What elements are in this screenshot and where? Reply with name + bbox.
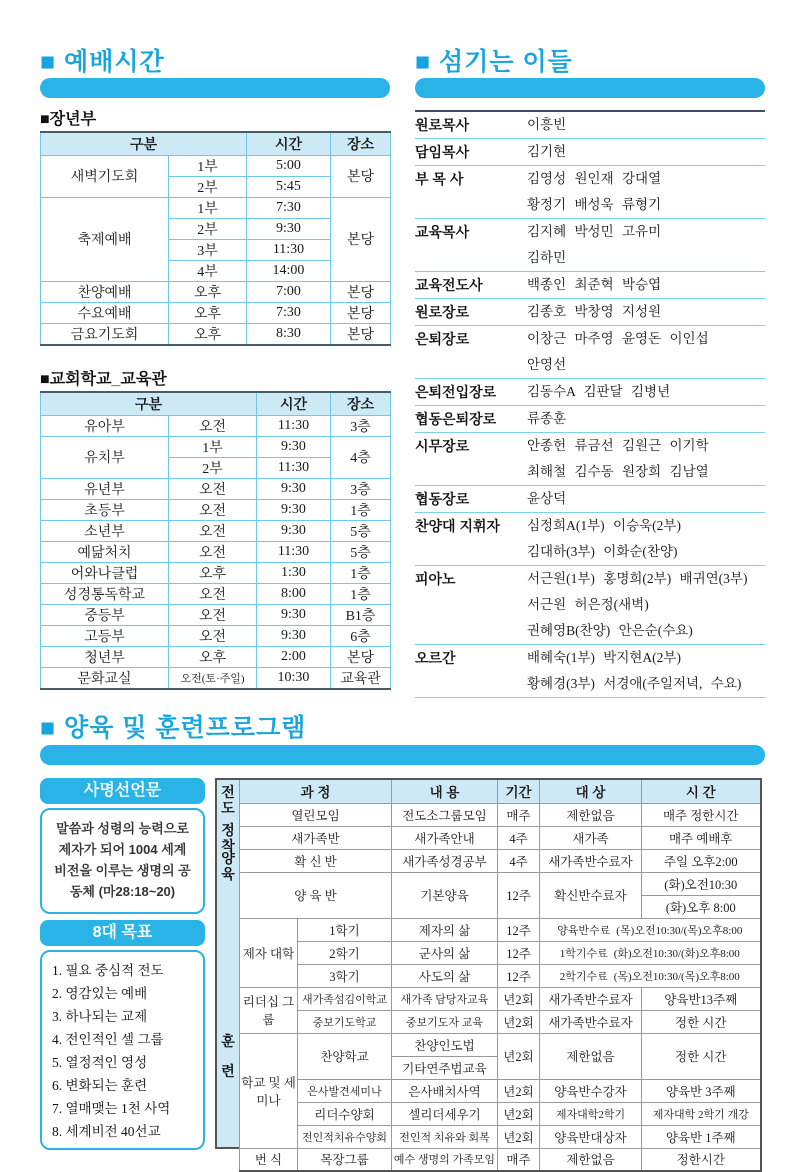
table-row [240, 918, 761, 941]
place-cell: 3층 [331, 478, 391, 499]
time-text: (목)오전10:30/(목)오후8:00 [616, 924, 743, 937]
time-cell: 양육반 1주째 [642, 1125, 761, 1148]
servant-names [527, 513, 765, 565]
servant-names-line: 김기현 [527, 144, 567, 159]
adult-heading: ■장년부 [40, 111, 97, 128]
header-category: 구분 [41, 392, 257, 415]
target-cell: 새가족 [540, 826, 642, 849]
period-cell: 년2회 [498, 1079, 540, 1102]
servant-names-line: 김지혜 박성민 고유미 [527, 224, 662, 239]
servant-role: 협동은퇴장로 [415, 411, 497, 427]
servant-row [415, 645, 765, 698]
period-cell: 년2회 [498, 1102, 540, 1125]
part-cell: 2부 [169, 218, 247, 239]
mission-line: 제자가 되어 1004 세계 [58, 842, 187, 857]
servant-names [527, 112, 765, 138]
table-row [41, 583, 391, 604]
time-cell: 정한 시간 [642, 1010, 761, 1033]
worship-title-bar [40, 78, 390, 98]
table-row [41, 604, 391, 625]
table-row [41, 499, 391, 520]
content-cell: 찬양인도법 [392, 1033, 498, 1056]
servant-names [527, 272, 765, 298]
content-cell: 은사배치사역 [392, 1079, 498, 1102]
target-cell: 확신반수료자 [540, 872, 642, 918]
servant-names-line: 안영선 [527, 357, 567, 372]
table-row [41, 302, 391, 323]
servant-row [415, 379, 765, 406]
part-cell: 1부 [169, 197, 247, 218]
place-cell: 5층 [331, 520, 391, 541]
course-cell: 확 신 반 [240, 849, 392, 872]
eight-goals-header: 8대 목표 [40, 920, 205, 946]
servant-role: 담임목사 [415, 144, 470, 160]
servant-role: 시무장로 [415, 438, 470, 454]
place-cell: 본당 [331, 281, 391, 302]
servant-role: 교육전도사 [415, 277, 483, 293]
group-cell: 제자 대학 [240, 918, 298, 987]
part-cell: 2부 [169, 457, 257, 478]
table-row [41, 478, 391, 499]
time-cell: 7:00 [247, 281, 331, 302]
name-cell: 어와나클럽 [41, 562, 169, 583]
time-cell: 2:00 [257, 646, 331, 667]
time-cell: 11:30 [257, 457, 331, 478]
table-row [41, 625, 391, 646]
servant-role: 원로장로 [415, 304, 470, 320]
name-cell: 고등부 [41, 625, 169, 646]
servant-role: 협동장로 [415, 491, 470, 507]
course-cell: 리더수양회 [298, 1102, 392, 1125]
target-cell: 양육반수강자 [540, 1079, 642, 1102]
servant-row [415, 513, 765, 566]
name-cell: 찬양예배 [41, 281, 169, 302]
header-period: 기간 [498, 779, 540, 803]
time-text: (화)오전10:30/(화)오후8:00 [613, 947, 740, 960]
part-cell: 오전 [169, 541, 257, 562]
place-cell: 1층 [331, 583, 391, 604]
period-cell: 12주 [498, 872, 540, 918]
servant-names [527, 379, 765, 405]
time-cell: 양육반 3주째 [642, 1079, 761, 1102]
part-cell: 오후 [169, 646, 257, 667]
period-cell: 4주 [498, 849, 540, 872]
phase-label-training: 훈련 [221, 1033, 235, 1079]
period-cell: 12주 [498, 941, 540, 964]
place-cell: 본당 [331, 323, 391, 345]
time-cell: 정한시간 [642, 1148, 761, 1171]
place-cell: 1층 [331, 562, 391, 583]
time-cell: 9:30 [257, 604, 331, 625]
phase-strip [215, 778, 239, 1149]
time-text: (목)오전10:30/(목)오후8:00 [613, 970, 740, 983]
period-cell: 12주 [498, 918, 540, 941]
part-cell: 오후 [169, 302, 247, 323]
course-cell: 중보기도학교 [298, 1010, 392, 1033]
servants-title-bar [415, 78, 765, 98]
part-cell: 오후 [169, 562, 257, 583]
place-cell: 6층 [331, 625, 391, 646]
course-cell: 새가족섬김이학교 [298, 987, 392, 1010]
content-cell: 전도소그룹모임 [392, 803, 498, 826]
mission-statement-header: 사명선언문 [40, 778, 205, 804]
servant-names-line: 서근원 허은정(새벽) [527, 597, 649, 612]
time-cell: 9:30 [257, 499, 331, 520]
header-place: 장소 [331, 392, 391, 415]
part-cell: 오전 [169, 520, 257, 541]
goal-item: 2. 영감있는 예배 [52, 986, 148, 1001]
place-cell: 1층 [331, 499, 391, 520]
worship-section-title: ■ 예배시간 [40, 48, 165, 76]
period-cell: 12주 [498, 964, 540, 987]
content-cell: 군사의 삶 [392, 941, 498, 964]
time-cell: (화)오후 8:00 [642, 895, 761, 918]
servant-names [527, 433, 765, 485]
time-cell: 5:45 [247, 176, 331, 197]
target-time-cell [540, 941, 761, 964]
time-cell: 5:00 [247, 155, 331, 176]
content-cell: 기타연주법교육 [392, 1056, 498, 1079]
goal-item: 3. 하나되는 교제 [52, 1009, 148, 1024]
header-place: 장소 [331, 132, 391, 155]
table-row [41, 323, 391, 345]
content-cell: 새가족안내 [392, 826, 498, 849]
part-cell: 3부 [169, 239, 247, 260]
table-row [240, 1033, 761, 1056]
course-cell: 전인적치유수양회 [298, 1125, 392, 1148]
time-cell: 10:30 [257, 667, 331, 689]
servant-names-line: 김동수A 김판달 김병년 [527, 384, 671, 399]
servant-names [527, 645, 765, 697]
name-cell: 성경통독학교 [41, 583, 169, 604]
header-target: 대 상 [540, 779, 642, 803]
period-cell: 년2회 [498, 1033, 540, 1079]
goal-item: 4. 전인적인 셀 그룹 [52, 1032, 164, 1047]
servant-row [415, 139, 765, 166]
content-cell: 셀리더세우기 [392, 1102, 498, 1125]
part-cell: 1부 [169, 436, 257, 457]
servant-names-line: 권혜영B(찬양) 안은순(수요) [527, 623, 693, 638]
table-row [41, 281, 391, 302]
servant-row [415, 486, 765, 513]
target-time-cell [540, 918, 761, 941]
servant-names-line: 서근원(1부) 홍명희(2부) 배귀연(3부) [527, 571, 748, 586]
servant-names [527, 219, 765, 271]
time-cell: 주일 오후2:00 [642, 849, 761, 872]
phase-label-evangelism: 전도 [221, 784, 235, 816]
place-cell: 4층 [331, 436, 391, 478]
servant-names [527, 566, 765, 644]
name-cell: 축제예배 [41, 197, 169, 281]
servant-names-line: 심정희A(1부) 이승욱(2부) [527, 518, 681, 533]
time-cell: 제자대학 2학기 개강 [642, 1102, 761, 1125]
group-cell: 학교 및 세미나 [240, 1033, 298, 1148]
servant-names-line: 이흥빈 [527, 117, 567, 132]
part-cell: 1부 [169, 155, 247, 176]
course-cell: 1학기 [298, 918, 392, 941]
table-row [41, 541, 391, 562]
target-cell: 새가족반수료자 [540, 987, 642, 1010]
place-cell: 본당 [331, 646, 391, 667]
part-cell: 오전 [169, 478, 257, 499]
table-row [41, 562, 391, 583]
time-cell: 11:30 [247, 239, 331, 260]
place-cell: 교육관 [331, 667, 391, 689]
course-cell: 양 육 반 [240, 872, 392, 918]
target-text: 양육반수료 [557, 924, 611, 937]
servant-role: 은퇴전입장로 [415, 384, 497, 400]
group-cell: 번 식 [240, 1148, 298, 1171]
target-cell: 제자대학2학기 [540, 1102, 642, 1125]
time-cell: 9:30 [257, 520, 331, 541]
table-row [240, 849, 761, 872]
part-cell: 오후 [169, 323, 247, 345]
target-cell: 양육반대상자 [540, 1125, 642, 1148]
table-header-row [41, 392, 391, 415]
table-header-row [240, 779, 761, 803]
table-row [240, 964, 761, 987]
part-cell: 2부 [169, 176, 247, 197]
part-cell: 오후 [169, 281, 247, 302]
servant-role: 피아노 [415, 571, 456, 587]
servant-names-line: 김하민 [527, 250, 567, 265]
content-cell: 예수 생명의 가족모임 [392, 1148, 498, 1171]
servant-row [415, 299, 765, 326]
time-cell: 9:30 [257, 478, 331, 499]
course-cell: 은사발견세미나 [298, 1079, 392, 1102]
table-row [240, 826, 761, 849]
servant-names [527, 299, 765, 325]
servant-row [415, 433, 765, 486]
servant-names-line: 김종호 박창영 지성원 [527, 304, 662, 319]
target-cell: 제한없음 [540, 1148, 642, 1171]
school-heading: ■교회학교_교육관 [40, 371, 167, 388]
mission-line: 비전을 이루는 생명의 공 [54, 863, 191, 878]
course-cell: 찬양학교 [298, 1033, 392, 1079]
servant-row [415, 219, 765, 272]
target-cell: 새가족반수료자 [540, 849, 642, 872]
phase-label-settlement: 정착 [221, 822, 235, 854]
target-text: 1학기수료 [559, 947, 608, 960]
period-cell: 매주 [498, 803, 540, 826]
servant-role: 부 목 사 [415, 171, 464, 187]
content-cell: 새가족성경공부 [392, 849, 498, 872]
training-program-table [239, 778, 762, 1172]
servant-names [527, 139, 765, 165]
target-cell: 제한없음 [540, 1033, 642, 1079]
target-text: 2학기수료 [559, 970, 608, 983]
header-category: 구분 [41, 132, 247, 155]
table-row [240, 941, 761, 964]
servant-names-line: 배혜숙(1부) 박지현A(2부) [527, 650, 681, 665]
time-cell: 11:30 [257, 541, 331, 562]
servant-names [527, 166, 765, 218]
time-cell: 정한 시간 [642, 1033, 761, 1079]
servant-role: 오르간 [415, 650, 456, 666]
mission-line: 말씀과 성령의 능력으로 [56, 821, 189, 836]
servant-names-line: 류종훈 [527, 411, 567, 426]
servant-row [415, 326, 765, 379]
goal-item: 6. 변화되는 훈련 [52, 1078, 148, 1093]
servant-row [415, 166, 765, 219]
name-cell: 유치부 [41, 436, 169, 478]
header-time: 시간 [257, 392, 331, 415]
servant-names-line: 황정기 배성욱 류형기 [527, 197, 662, 212]
period-cell: 매주 [498, 1148, 540, 1171]
goal-item: 5. 열정적인 영성 [52, 1055, 148, 1070]
name-cell: 문화교실 [41, 667, 169, 689]
table-row [240, 1125, 761, 1148]
group-cell: 리더십 그룹 [240, 987, 298, 1033]
time-cell: 양육반13주째 [642, 987, 761, 1010]
table-row [41, 415, 391, 436]
course-cell: 열린모임 [240, 803, 392, 826]
place-cell: 5층 [331, 541, 391, 562]
place-cell: B1층 [331, 604, 391, 625]
servant-names-line: 최해철 김수동 원장희 김남열 [527, 464, 709, 479]
period-cell: 년2회 [498, 1010, 540, 1033]
part-cell: 4부 [169, 260, 247, 281]
place-cell: 본당 [331, 155, 391, 197]
course-cell: 새가족반 [240, 826, 392, 849]
time-cell: (화)오전10:30 [642, 872, 761, 895]
servant-role: 찬양대 지휘자 [415, 518, 501, 534]
table-row [41, 520, 391, 541]
servant-names-line: 김대하(3부) 이화순(찬양) [527, 544, 678, 559]
course-cell: 3학기 [298, 964, 392, 987]
servant-names-line: 안종헌 류금선 김원근 이기학 [527, 438, 709, 453]
servant-row [415, 272, 765, 299]
period-cell: 4주 [498, 826, 540, 849]
table-row [240, 1102, 761, 1125]
servant-row [415, 112, 765, 139]
servant-names-line: 황혜경(3부) 서경애(주일저녁, 수요) [527, 676, 742, 691]
servant-role: 원로목사 [415, 117, 470, 133]
time-cell: 8:00 [257, 583, 331, 604]
header-time: 시 간 [642, 779, 761, 803]
part-cell: 오전 [169, 625, 257, 646]
time-cell: 8:30 [247, 323, 331, 345]
goal-item: 8. 세계비전 40선교 [52, 1124, 161, 1139]
header-content: 내 용 [392, 779, 498, 803]
content-cell: 사도의 삶 [392, 964, 498, 987]
servant-row [415, 406, 765, 433]
target-time-cell [540, 964, 761, 987]
part-cell: 오전 [169, 415, 257, 436]
content-cell: 전인적 치유와 회복 [392, 1125, 498, 1148]
phase-label-nurture: 양육 [221, 850, 235, 882]
training-title-bar [40, 745, 765, 765]
name-cell: 유아부 [41, 415, 169, 436]
table-header-row [41, 132, 391, 155]
time-cell: 9:30 [257, 436, 331, 457]
part-cell: 오전(토·주일) [169, 667, 257, 689]
name-cell: 중등부 [41, 604, 169, 625]
training-section-title: ■ 양육 및 훈련프로그램 [40, 714, 307, 742]
header-time: 시간 [247, 132, 331, 155]
table-row [41, 155, 391, 176]
name-cell: 예닮처치 [41, 541, 169, 562]
table-row [41, 667, 391, 689]
content-cell: 기본양육 [392, 872, 498, 918]
table-row [41, 197, 391, 218]
servant-names-line: 백종인 최준혁 박승엽 [527, 277, 662, 292]
servant-names [527, 406, 765, 432]
time-cell: 1:30 [257, 562, 331, 583]
table-row [41, 646, 391, 667]
name-cell: 초등부 [41, 499, 169, 520]
part-cell: 오전 [169, 604, 257, 625]
adult-worship-table [40, 131, 391, 346]
goal-item: 7. 열매맺는 1천 사역 [52, 1101, 171, 1116]
table-row [240, 1010, 761, 1033]
servant-names-line: 김영성 원인재 강대열 [527, 171, 662, 186]
time-cell: 7:30 [247, 197, 331, 218]
eight-goals-body [40, 950, 205, 1150]
mission-line: 동체 (마28:18~20) [69, 884, 176, 899]
time-cell: 7:30 [247, 302, 331, 323]
servant-role: 은퇴장로 [415, 331, 470, 347]
time-cell: 9:30 [247, 218, 331, 239]
name-cell: 소년부 [41, 520, 169, 541]
time-cell: 매주 예배후 [642, 826, 761, 849]
header-course: 과 정 [240, 779, 392, 803]
servants-section-title: ■ 섬기는 이들 [415, 48, 573, 76]
name-cell: 수요예배 [41, 302, 169, 323]
target-cell: 새가족반수료자 [540, 1010, 642, 1033]
course-cell: 목장그룹 [298, 1148, 392, 1171]
place-cell: 본당 [331, 197, 391, 281]
table-row [41, 436, 391, 457]
target-cell: 제한없음 [540, 803, 642, 826]
content-cell: 새가족 담당자교육 [392, 987, 498, 1010]
table-row [240, 803, 761, 826]
servant-names [527, 326, 765, 378]
servant-names-line: 윤상덕 [527, 491, 567, 506]
name-cell: 유년부 [41, 478, 169, 499]
period-cell: 년2회 [498, 987, 540, 1010]
servant-role: 교육목사 [415, 224, 470, 240]
content-cell: 중보기도자 교육 [392, 1010, 498, 1033]
name-cell: 새벽기도회 [41, 155, 169, 197]
table-row [240, 872, 761, 895]
table-row [240, 1079, 761, 1102]
part-cell: 오전 [169, 499, 257, 520]
time-cell: 11:30 [257, 415, 331, 436]
table-row [240, 987, 761, 1010]
period-cell: 년2회 [498, 1125, 540, 1148]
time-cell: 14:00 [247, 260, 331, 281]
place-cell: 본당 [331, 302, 391, 323]
place-cell: 3층 [331, 415, 391, 436]
servant-names-line: 이창근 마주영 윤영돈 이인섭 [527, 331, 709, 346]
course-cell: 2학기 [298, 941, 392, 964]
name-cell: 청년부 [41, 646, 169, 667]
mission-statement-body [40, 808, 205, 914]
content-cell: 제자의 삶 [392, 918, 498, 941]
part-cell: 오전 [169, 583, 257, 604]
servant-names [527, 486, 765, 512]
goal-item: 1. 필요 중심적 전도 [52, 963, 164, 978]
church-school-table [40, 391, 391, 690]
name-cell: 금요기도회 [41, 323, 169, 345]
time-cell: 9:30 [257, 625, 331, 646]
time-cell: 매주 정한시간 [642, 803, 761, 826]
table-row [240, 1148, 761, 1171]
servant-row [415, 566, 765, 645]
servants-list [415, 110, 765, 698]
